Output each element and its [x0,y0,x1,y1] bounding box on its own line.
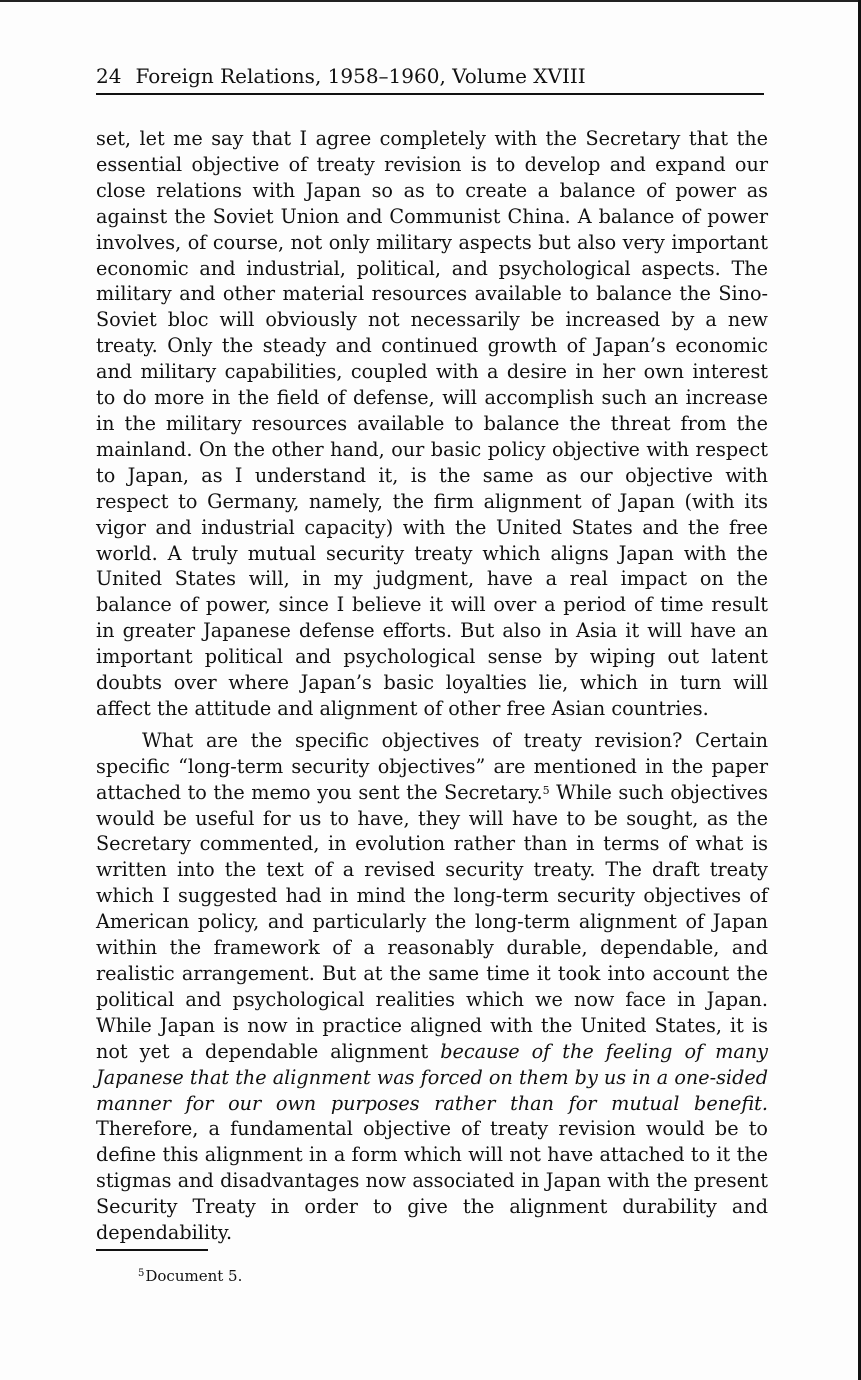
footnote-number: 5 [138,1268,145,1279]
paragraph-2-text-c: Therefore, a fundamental objective of treaty revision would be to define this alignment in a form which will not have attached to it the stigmas and disadvantages now associated in Japan with the present Security Treaty in order to give the alignment durability and dependability. [96,1117,768,1245]
scan-edge-top [0,0,861,2]
body-text [96,126,768,1246]
paragraph-2 [96,728,768,1246]
header-rule [96,93,764,95]
paragraph-2-italic: because of the feeling of many Japanese that the alignment was forced on them by us in a one-sided manner for our own purposes rather than for mutual benefit. [96,1039,769,1115]
paragraph-2-text-b: While such objectives would be useful for us to have, they will have to be sought, as the Secretary commented, in evolution rather than in terms of what is written into the text of a revised security treaty. The draft treaty which I suggested had in mind the long-term security objectives of American policy, and particularly the long-term alignment of Japan within the framework of a reasonably durable, dependable, and realistic arrangement. But at the same time it took into account the political and psychological realities which we now face in Japan. While Japan is now in practice aligned with the United States, it is not yet a dependable alignment [96,780,768,1063]
paragraph-1: set, let me say that I agree completely with the Secretary that the essential objective of treaty revision is to develop and expand our close relations with Japan so as to create a balance of power as against the Soviet Union and Communist China. A balance of power involves, of course, not only military aspects but also very important economic and industrial, political, and psychological aspects. The military and other material resources available to balance the Sino-Soviet bloc will obviously not necessarily be increased by a new treaty. Only the steady and continued growth of Japan’s economic and military capabilities, coupled with a desire in her own interest to do more in the field of defense, will accomplish such an increase in the military resources available to balance the threat from the mainland. On the other hand, our basic policy objective with respect to Japan, as I understand it, is the same as our objective with respect to Germany, namely, the firm alignment of Japan (with its vigor and industrial capacity) with the United States and the free world. A truly mutual security treaty which aligns Japan with the United States will, in my judgment, have a real impact on the balance of power, since I believe it will over a period of time result in greater Japanese defense efforts. But also in Asia it will have an important political and psychological sense by wiping out latent doubts over where Japan’s basic loyalties lie, which in turn will affect the attitude and alignment of other free Asian countries. [96,127,768,720]
footnote-text: Document 5. [145,1267,243,1285]
running-title: Foreign Relations, 1958–1960, Volume XVIII [135,64,586,88]
footnote-rule [96,1249,208,1251]
footnote-reference: 5 [542,783,550,797]
running-header [96,62,764,90]
paragraph-2-text-a: What are the specific objectives of treaty revision? Certain specific “long-term security objectives” are mentioned in the paper attached to the memo you sent the Secretary. [96,728,768,804]
page-number: 24 [96,64,122,88]
footnote [138,1266,242,1286]
